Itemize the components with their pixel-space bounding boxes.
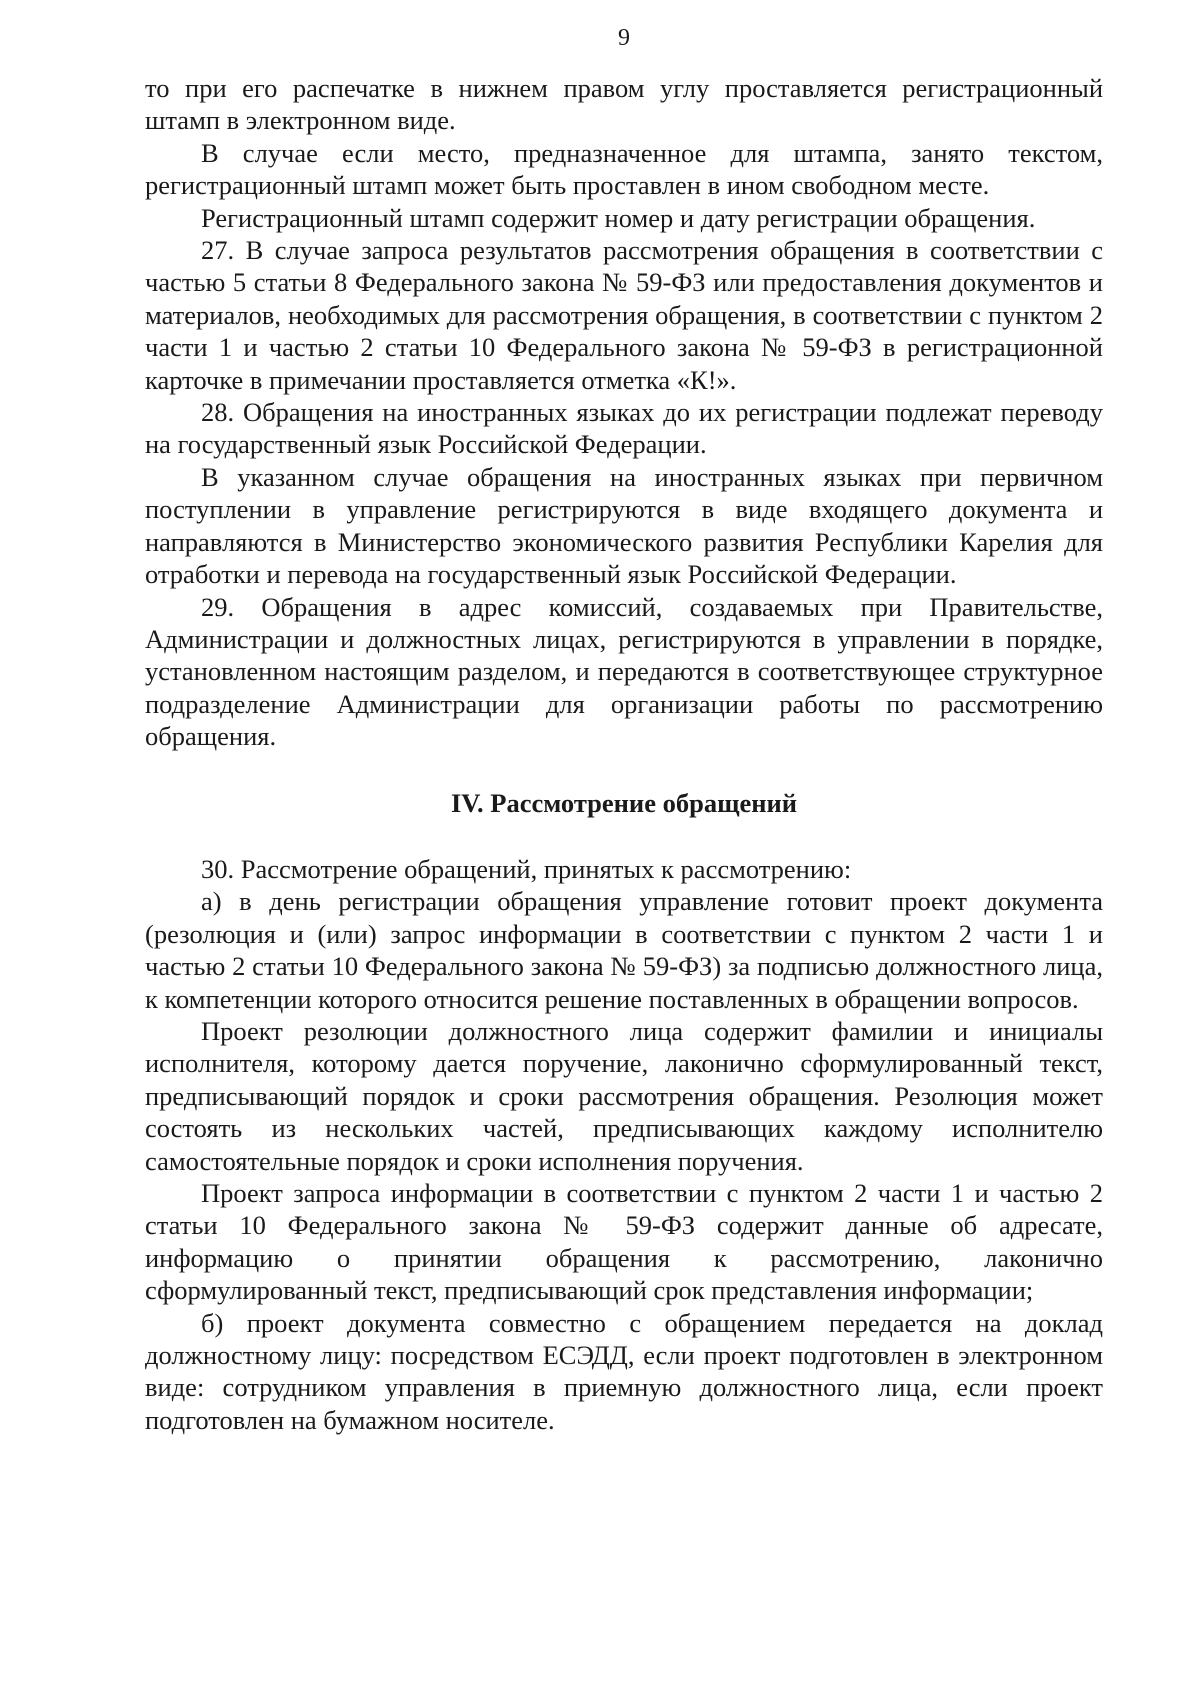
paragraph-foreign-language: В указанном случае обращения на иностранных языках при первичном поступлении в управление регистрируются в виде входящего документа и направляются в Министерство экономического развития Республики Карелия для отработки и перевода на государственный язык Российской Федерации. — [145, 461, 1103, 590]
paragraph-item-27: 27. В случае запроса результатов рассмотрения обращения в соответствии с частью 5 статьи 8 Федерального закона № 59-ФЗ или предоставления документов и материалов, необходимых для рассмотрения обращения, в соответствии с пунктом 2 части 1 и частью 2 статьи 10 Федерального закона № 59-ФЗ в регистрационной карточке в примечании проставляется отметка «К!». — [145, 235, 1103, 395]
section-heading: IV. Рассмотрение обращений — [450, 787, 798, 818]
paragraph-resolution-project: Проект резолюции должностного лица содержит фамилии и инициалы исполнителя, которому дается поручение, лаконично сформулированный текст, предписывающий порядок и сроки рассмотрения обращения. Резолюция может состоять из нескольких частей, предписывающих каждому исполнителю самостоятельные порядок и сроки исполнения поручения. — [145, 1015, 1103, 1176]
paragraph-item-30: 30. Рассмотрение обращений, принятых к рассмотрению: — [201, 853, 852, 884]
document-body — [145, 72, 1103, 1436]
paragraph-stamp-placement: В случае если место, предназначенное для штампа, занято текстом, регистрационный штамп может быть проставлен в ином свободном месте. — [145, 137, 1103, 201]
paragraph-item-28: 28. Обращения на иностранных языках до их регистрации подлежат переводу на государственный язык Российской Федерации. — [145, 397, 1103, 460]
paragraph-request-project: Проект запроса информации в соответствии с пунктом 2 части 1 и частью 2 статьи 10 Федерального закона № 59-ФЗ содержит данные об адресате, информацию о принятии обращения к рассмотрению, лаконично сформулированный текст, предписывающий срок представления информации; — [145, 1178, 1103, 1306]
paragraph-item-30a: а) в день регистрации обращения управление готовит проект документа (резолюция и (или) запрос информации в соответствии с пунктом 2 части 1 и частью 2 статьи 10 Федерального закона № 59-ФЗ) за подписью должностного лица, к компетенции которого относится решение поставленных в обращении вопросов. — [145, 886, 1103, 1014]
paragraph-stamp-continuation: то при его распечатке в нижнем правом углу проставляется регистрационный штамп в электронном виде. — [145, 73, 1103, 136]
paragraph-stamp-contents: Регистрационный штамп содержит номер и дату регистрации обращения. — [201, 202, 1036, 233]
paragraph-item-30b: б) проект документа совместно с обращением передается на доклад должностному лицу: посредством ЕСЭДД, если проект подготовлен в электронном виде: сотрудником управления в приемную должностного лица, если проект подготовлен на бумажном носителе. — [145, 1307, 1103, 1435]
page-number: 9 — [618, 25, 630, 51]
paragraph-item-29: 29. Обращения в адрес комиссий, создаваемых при Правительстве, Администрации и должностных лицах, регистрируются в управлении в порядке, установленном настоящим разделом, и передаются в соответствующее структурное подразделение Администрации для организации работы по рассмотрению обращения. — [145, 591, 1103, 752]
document-page — [145, 22, 1103, 1436]
